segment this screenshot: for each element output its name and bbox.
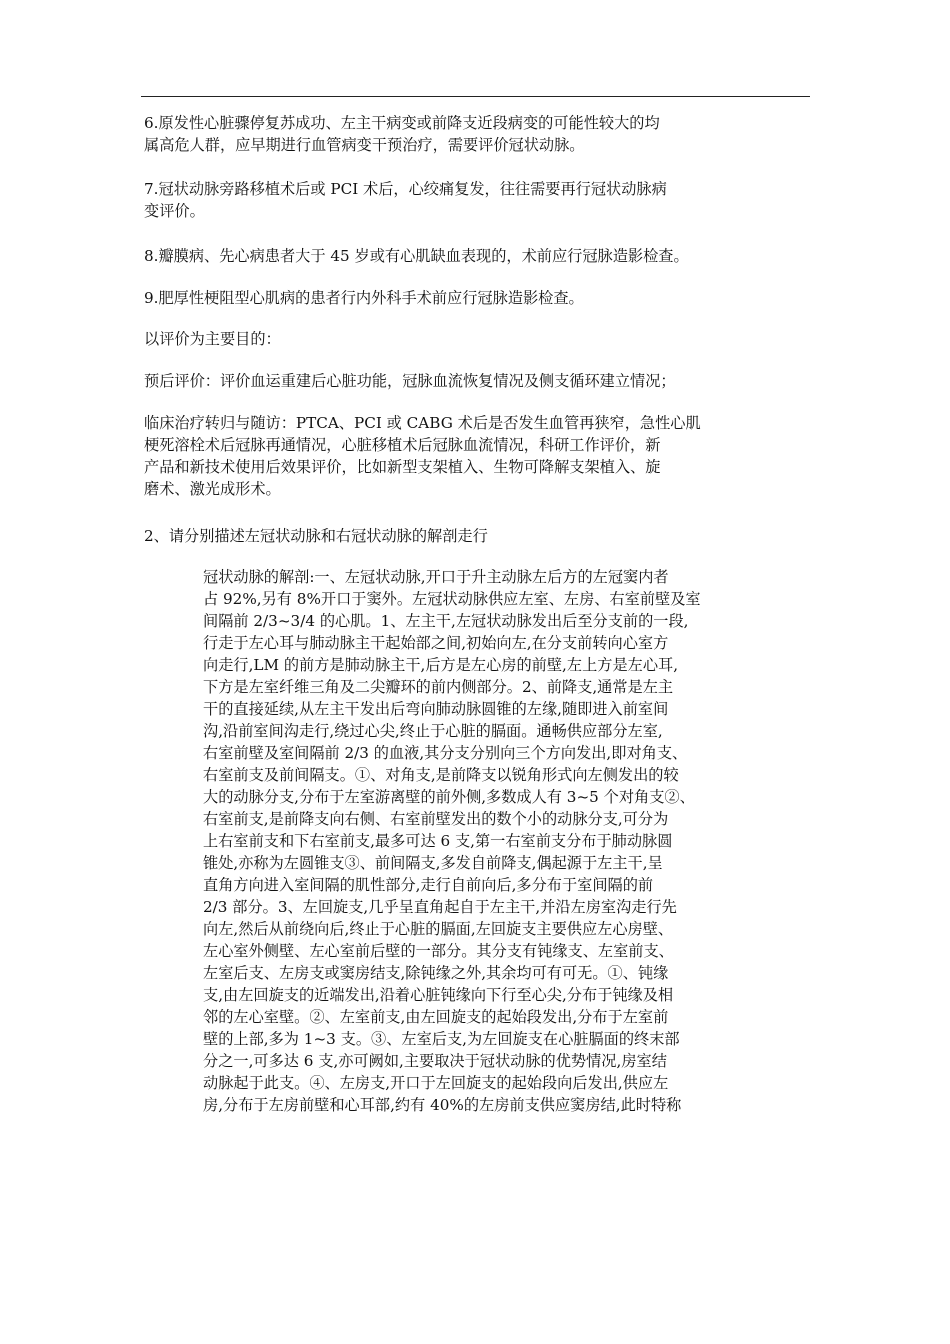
answer-line: 上右室前支和下右室前支,最多可达 6 支,第一右室前支分布于肺动脉圆 [203, 832, 673, 850]
paragraph-item-8 [144, 245, 819, 267]
paragraph-evaluation-heading [144, 328, 819, 350]
answer-line: 分之一,可多达 6 支,亦可阙如,主要取决于冠状动脉的优势情况,房室结 [203, 1052, 667, 1070]
answer-line: 2/3 部分。3、左回旋支,几乎呈直角起自于左主干,并沿左房室沟走行先 [203, 898, 677, 916]
answer-line: 大的动脉分支,分布于左室游离壁的前外侧,多数成人有 3~5 个对角支②、 [203, 788, 695, 806]
answer-line: 左室后支、左房支或窦房结支,除钝缘之外,其余均可有可无。①、钝缘 [203, 964, 669, 982]
paragraph-item-6 [144, 112, 819, 156]
text-line: 9.肥厚性梗阻型心肌病的患者行内外科手术前应行冠脉造影检查。 [144, 289, 584, 307]
paragraph-prognosis [144, 370, 819, 392]
answer-line: 向左,然后从前绕向后,终止于心脏的膈面,左回旋支主要供应左心房壁、 [203, 920, 674, 938]
answer-line: 锥处,亦称为左圆锥支③、前间隔支,多发自前降支,偶起源于左主干,呈 [203, 854, 663, 872]
answer-line: 右室前支及前间隔支。①、对角支,是前降支以锐角形式向左侧发出的较 [203, 766, 679, 784]
paragraph-item-9 [144, 287, 819, 309]
answer-line: 间隔前 2/3~3/4 的心肌。1、左主干,左冠状动脉发出后至分支前的一段, [203, 612, 689, 630]
question-heading [144, 525, 819, 547]
answer-line: 右室前支,是前降支向右侧、右室前壁发出的数个小的动脉分支,可分为 [203, 810, 669, 828]
answer-line: 房,分布于左房前壁和心耳部,约有 40%的左房前支供应窦房结,此时特称 [203, 1096, 682, 1114]
text-line: 磨术、激光成形术。 [144, 480, 281, 498]
answer-line: 邻的左心室壁。②、左室前支,由左回旋支的起始段发出,分布于左室前 [203, 1008, 669, 1026]
text-line: 变评价。 [144, 202, 205, 220]
answer-line: 冠状动脉的解剖:一、左冠状动脉,开口于升主动脉左后方的左冠窦内者 [203, 568, 669, 586]
answer-block [203, 566, 823, 1116]
header-rule [141, 96, 810, 97]
answer-line: 行走于左心耳与肺动脉主干起始部之间,初始向左,在分支前转向心室方 [203, 634, 669, 652]
answer-line: 向走行,LM 的前方是肺动脉主干,后方是左心房的前壁,左上方是左心耳, [203, 656, 679, 674]
text-line: 梗死溶栓术后冠脉再通情况，心脏移植术后冠脉血流情况，科研工作评价，新 [144, 436, 661, 454]
text-line: 临床治疗转归与随访：PTCA、PCI 或 CABG 术后是否发生血管再狭窄，急性心肌 [144, 414, 701, 432]
text-line: 产品和新技术使用后效果评价，比如新型支架植入、生物可降解支架植入、旋 [144, 458, 661, 476]
paragraph-followup [144, 412, 819, 500]
answer-line: 壁的上部,多为 1~3 支。③、左室后支,为左回旋支在心脏膈面的终末部 [203, 1030, 680, 1048]
text-line: 6.原发性心脏骤停复苏成功、左主干病变或前降支近段病变的可能性较大的均 [144, 114, 660, 132]
text-line: 7.冠状动脉旁路移植术后或 PCI 术后，心绞痛复发，往往需要再行冠状动脉病 [144, 180, 667, 198]
text-line: 属高危人群，应早期进行血管病变干预治疗，需要评价冠状动脉。 [144, 136, 585, 154]
answer-line: 下方是左室纤维三角及二尖瓣环的前内侧部分。2、前降支,通常是左主 [203, 678, 674, 696]
answer-line: 干的直接延续,从左主干发出后弯向肺动脉圆锥的左缘,随即进入前室间 [203, 700, 669, 718]
answer-line: 动脉起于此支。④、左房支,开口于左回旋支的起始段向后发出,供应左 [203, 1074, 669, 1092]
text-line: 8.瓣膜病、先心病患者大于 45 岁或有心肌缺血表现的，术前应行冠脉造影检查。 [144, 247, 689, 265]
text-line: 以评价为主要目的： [144, 330, 281, 348]
answer-line: 沟,沿前室间沟走行,绕过心尖,终止于心脏的膈面。通畅供应部分左室, [203, 722, 663, 740]
text-line: 2、请分别描述左冠状动脉和右冠状动脉的解剖走行 [144, 527, 488, 545]
paragraph-item-7 [144, 178, 819, 222]
answer-line: 左心室外侧壁、左心室前后壁的一部分。其分支有钝缘支、左室前支、 [203, 942, 674, 960]
answer-line: 支,由左回旋支的近端发出,沿着心脏钝缘向下行至心尖,分布于钝缘及相 [203, 986, 674, 1004]
answer-line: 右室前壁及室间隔前 2/3 的血液,其分支分别向三个方向发出,即对角支、 [203, 744, 688, 762]
answer-line: 占 92%,另有 8%开口于窦外。左冠状动脉供应左室、左房、右室前壁及室 [203, 590, 701, 608]
text-line: 预后评价：评价血运重建后心脏功能，冠脉血流恢复情况及侧支循环建立情况； [144, 372, 676, 390]
answer-line: 直角方向进入室间隔的肌性部分,走行自前向后,多分布于室间隔的前 [203, 876, 654, 894]
